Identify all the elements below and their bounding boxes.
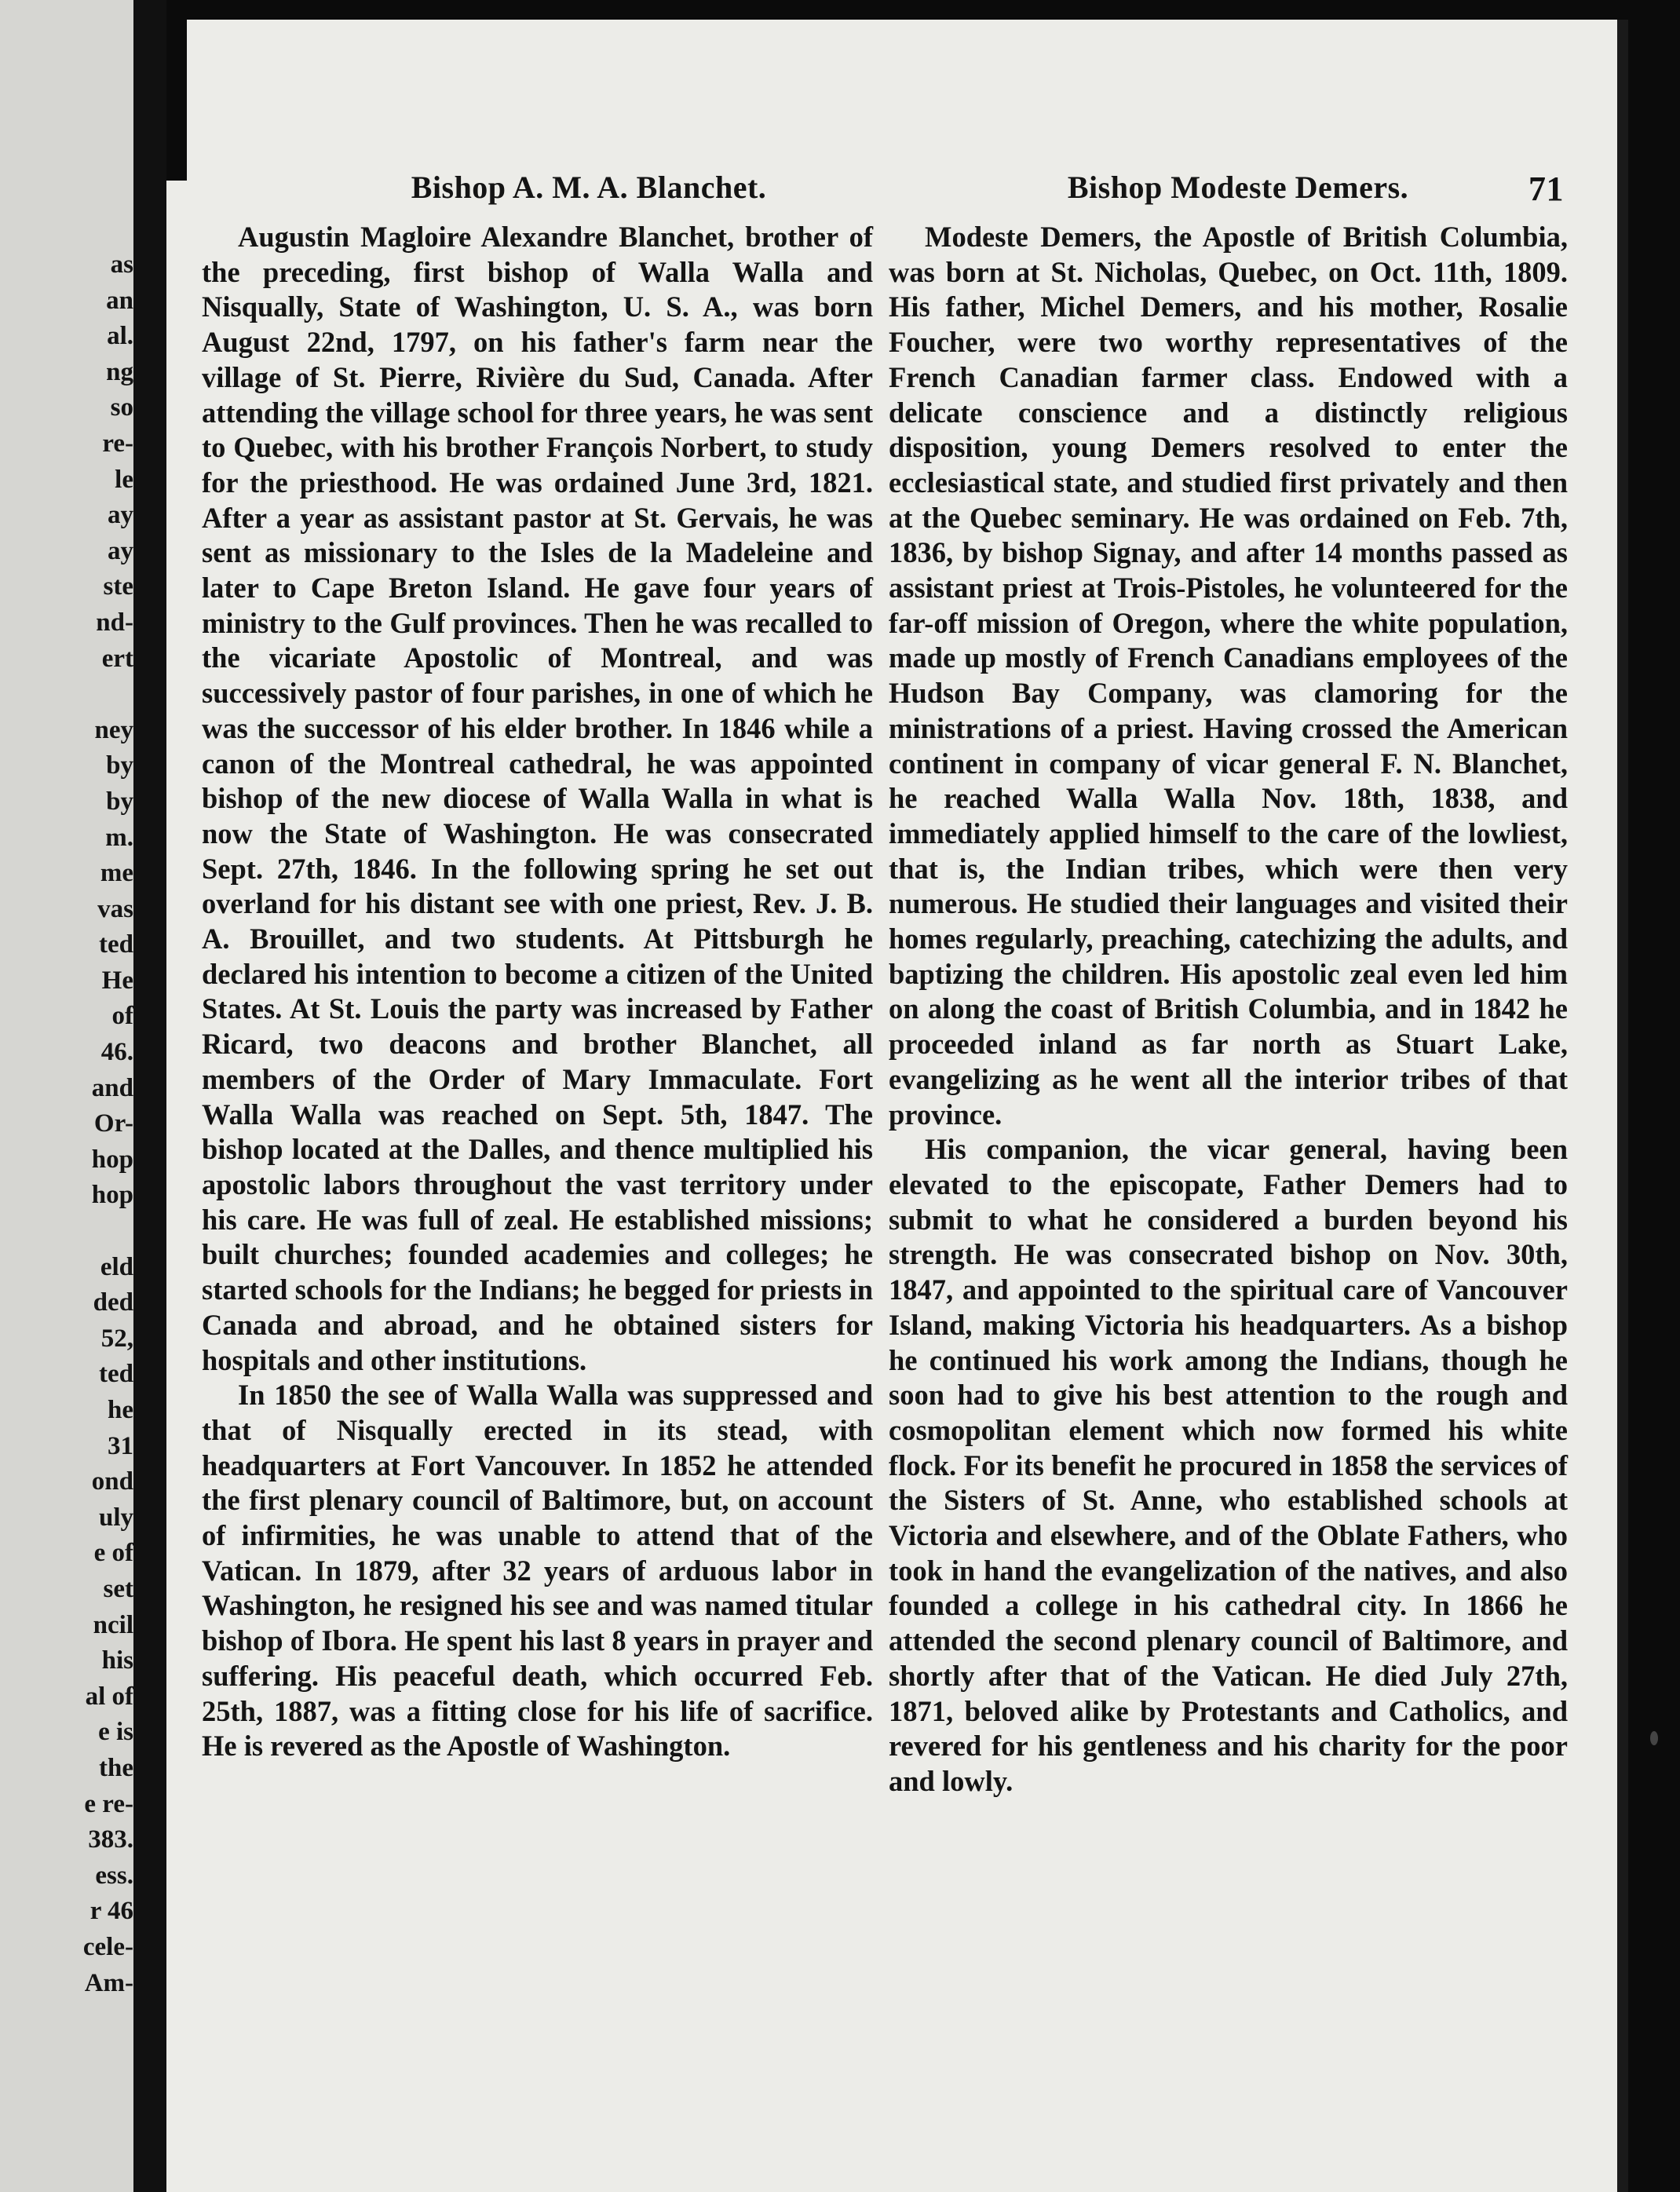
right-paragraph-1: Modeste Demers, the Apostle of British Columbia, was born at St. Nicholas, Quebec, on Oct. 11th, 1809. His father, Michel Demers, and his mother, Rosalie Foucher, were two worthy representatives of the French Canadian farmer class. Endowed with a delicate conscience and a distinctly religious disposition, young Demers resolved to enter the ecclesiastical state, and studied first privately and then at the Quebec seminary. He was ordained on Feb. 7th, 1836, by bishop Signay, and after 14 months passed as assistant priest at Trois-Pistoles, he volunteered for the far-off mission of Oregon, where the white population, made up mostly of French Canadians employees of the Hudson Bay Company, was clamoring for the ministrations of a priest. Having crossed the American continent in company of vicar general F. N. Blanchet, he reached Walla Walla Nov. 18th, 1838, and immediately applied himself to the care of the lowliest, that is, the Indian tribes, which were then very numerous. He studied their languages and visited their homes regularly, preaching, catechizing the adults, and baptizing the children. His apostolic zeal even led him on along the coast of British Columbia, and in 1842 he proceeded inland as far north as Stuart Lake, evangelizing as he went all the interior tribes of that province.	[889, 221, 1568, 1131]
book-gutter	[133, 0, 166, 2192]
fragment-line: his	[101, 1646, 133, 1675]
fragment-line: eld	[100, 1252, 133, 1281]
fragment-line: set	[103, 1574, 133, 1603]
fragment-line: 383.	[88, 1825, 133, 1854]
fragment-line: nd-	[96, 608, 133, 637]
fragment-line: of	[111, 1002, 133, 1031]
fragment-line: re-	[102, 429, 133, 458]
fragment-line: by	[106, 751, 133, 780]
fragment-line: by	[106, 787, 133, 816]
fragment-line: 52,	[100, 1324, 133, 1353]
fragment-line: He	[101, 966, 133, 995]
fragment-line: ded	[93, 1288, 133, 1317]
fragment-line: m.	[105, 823, 133, 852]
left-column	[202, 220, 873, 1764]
fragment-line: ay	[108, 501, 133, 530]
fragment-line: he	[108, 1396, 133, 1424]
fragment-line: ess.	[95, 1861, 133, 1890]
right-paragraph-2: His companion, the vicar general, having been elevated to the episcopate, Father Demers had to submit to what he considered a burden beyond his strength. He was consecrated bishop on Nov. 30th, 1847, and appointed to the spiritual care of Vancouver Island, making Victoria his headquarters. As a bishop he continued his work among the Indians, though he soon had to give his best attention to the rough and cosmopolitan element which now formed his white flock. For its benefit he procured in 1858 the services of the Sisters of St. Anne, who established schools at Victoria and elsewhere, and of the Oblate Fathers, who took in hand the evangelization of the natives, and also founded a college in his cathedral city. In 1866 he attended the second plenary council of Baltimore, and shortly after that of the Vatican. He died July 27th, 1871, beloved alike by Protestants and Catholics, and revered for his gentleness and his charity for the poor and lowly.	[889, 1133, 1568, 1797]
fragment-line: e of	[93, 1539, 133, 1568]
fragment-line: Or-	[93, 1109, 133, 1138]
fragment-line: as	[110, 250, 133, 279]
fragment-line: 31	[108, 1431, 133, 1460]
fragment-line: Am-	[84, 1968, 133, 1997]
fragment-line: me	[100, 859, 133, 888]
fragment-line: cele-	[82, 1932, 133, 1961]
fragment-line: ted	[99, 930, 133, 959]
fragment-line: e re-	[84, 1789, 133, 1818]
left-paragraph-2: In 1850 the see of Walla Walla was suppressed and that of Nisqually erected in its stead, with headquarters at Fort Vancouver. In 1852 he attended the first plenary council of Baltimore, but, on account of infirmities, he was unable to attend that of the Vatican. In 1879, after 32 years of arduous labor in Washington, he resigned his see and was named titular bishop of Ibora. He spent his last 8 years in prayer and suffering. His peaceful death, which occurred Feb. 25th, 1887, was a fitting close for his life of sacrifice. He is revered as the Apostle of Washington.	[202, 1379, 873, 1763]
fragment-line: ert	[101, 644, 133, 673]
fragment-line: 46.	[100, 1038, 133, 1067]
running-header-right: Bishop Modeste Demers.	[1067, 170, 1409, 205]
left-paragraph-1: Augustin Magloire Alexandre Blanchet, brother of the preceding, first bishop of Walla Walla and Nisqually, State of Washington, U. S. A., was born August 22nd, 1797, on his father's farm near the village of St. Pierre, Rivière du Sud, Canada. After attending the village school for three years, he was sent to Quebec, with his brother François Norbert, to study for the priesthood. He was ordained June 3rd, 1821. After a year as assistant pastor at St. Gervais, he was sent as missionary to the Isles de la Madeleine and later to Cape Breton Island. He gave four years of ministry to the Gulf provinces. Then he was recalled to the vicariate Apostolic of Montreal, and was successively pastor of four parishes, in one of which he was the successor of his elder brother. In 1846 while a canon of the Montreal cathedral, he was appointed bishop of the new diocese of Walla Walla in what is now the State of Washington. He was consecrated Sept. 27th, 1846. In the following spring he set out overland for his distant see with one priest, Rev. J. B. A. Brouillet, and two students. At Pittsburgh he declared his intention to become a citizen of the United States. At St. Louis the party was increased by Father Ricard, two deacons and brother Blanchet, all members of the Order of Mary Immaculate. Fort Walla Walla was reached on Sept. 5th, 1847. The bishop located at the Dalles, and thence multiplied his apostolic labors throughout the vast territory under his care. He was full of zeal. He established missions; built churches; founded academies and colleges; he started schools for the Indians; he begged for priests in Canada and abroad, and he obtained sisters for hospitals and other institutions.	[202, 221, 873, 1376]
fragment-line: ond	[91, 1467, 133, 1496]
fragment-line: ste	[103, 572, 133, 601]
scan-top-edge	[166, 0, 1628, 20]
fragment-line: the	[99, 1753, 133, 1782]
fragment-line: le	[115, 465, 133, 494]
fragment-line: al.	[107, 322, 133, 351]
page	[166, 20, 1628, 2192]
binding-mark	[166, 20, 187, 181]
fragment-line	[0, 677, 133, 713]
fragment-line: ted	[99, 1360, 133, 1389]
fragment-line: uly	[98, 1503, 133, 1532]
fragment-line: hop	[91, 1145, 133, 1174]
fragment-line: r 46	[89, 1897, 133, 1926]
fragment-line: ay	[108, 536, 133, 565]
scan-right-edge	[1617, 20, 1628, 2192]
fragment-line: al of	[85, 1682, 133, 1711]
fragment-line: ng	[106, 357, 133, 386]
running-header-left: Bishop A. M. A. Blanchet.	[411, 170, 767, 205]
fragment-line: vas	[97, 894, 133, 923]
fragment-line: and	[91, 1073, 133, 1102]
fragment-line: ney	[94, 715, 133, 744]
fragment-line: e is	[98, 1718, 133, 1747]
right-column	[889, 220, 1568, 1799]
fragment-line: an	[106, 286, 133, 315]
fragment-line: ncil	[93, 1610, 133, 1639]
scan-speck	[1650, 1731, 1658, 1745]
previous-page-text-fragments	[0, 247, 133, 2001]
fragment-line: so	[110, 393, 133, 422]
page-number: 71	[1528, 170, 1564, 208]
fragment-line: hop	[91, 1181, 133, 1210]
fragment-line	[0, 1214, 133, 1250]
